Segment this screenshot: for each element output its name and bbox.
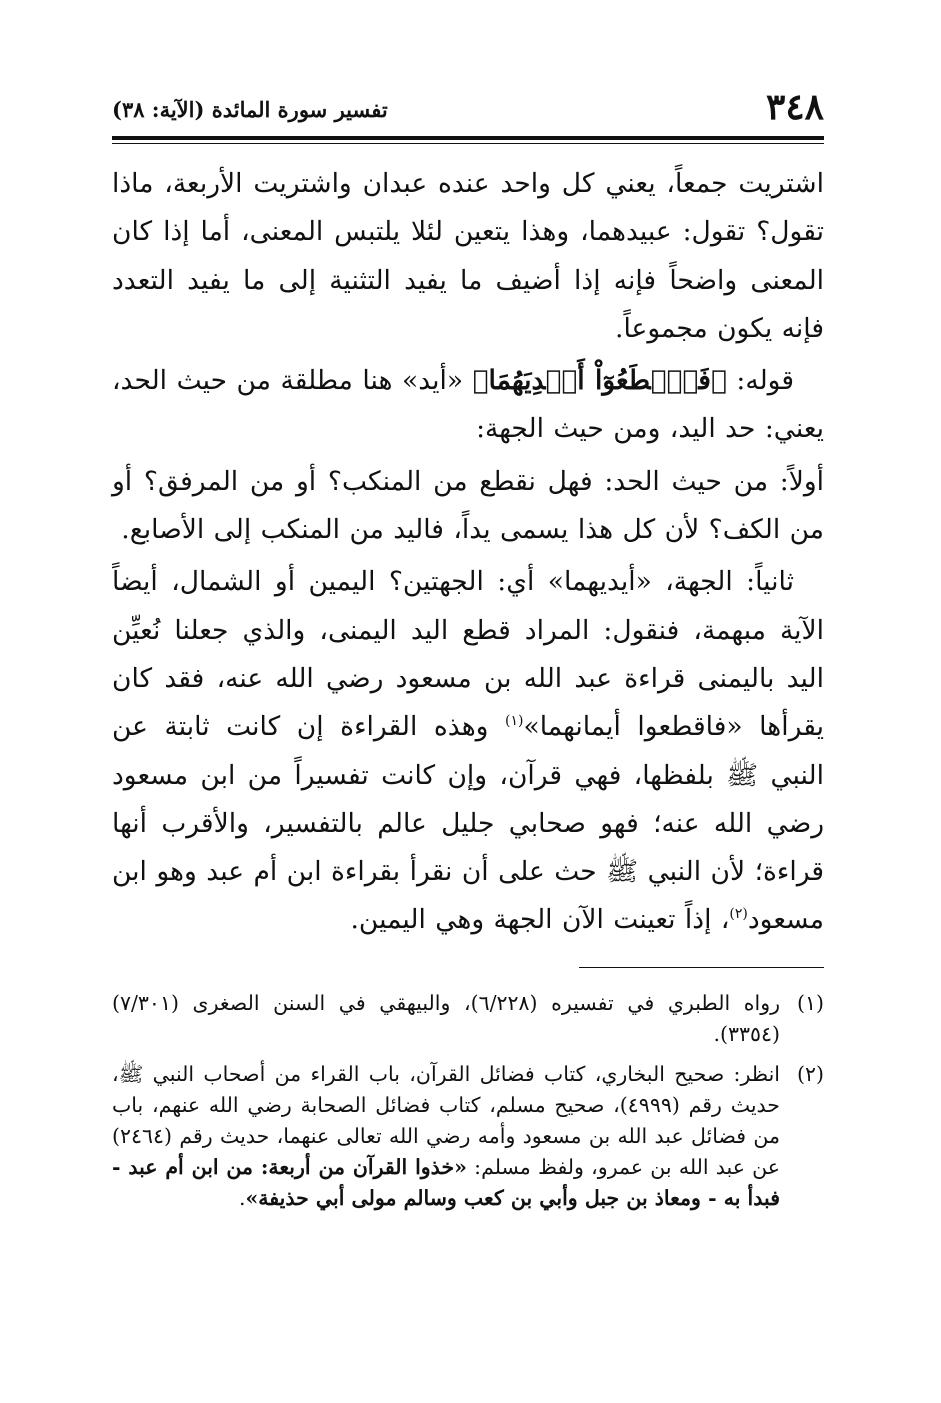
page-header [112, 86, 824, 132]
paragraph-4-part-c: ، إذاً تعينت الآن الجهة وهي اليمين. [350, 904, 730, 936]
footnote-2 [112, 1059, 824, 1213]
book-page [112, 86, 824, 1223]
footnote-1 [112, 988, 824, 1050]
paragraph-2 [112, 357, 824, 454]
paragraph-3: أولاً: من حيث الحد: فهل نقطع من المنكب؟ أو من المرفق؟ أو من الكف؟ لأن كل هذا يسمى يداً، فاليد من المنكب إلى الأصابع. [112, 465, 824, 546]
footnote-ref-1: (١) [505, 713, 524, 730]
footnote-separator [579, 967, 824, 968]
running-title: تفسير سورة المائدة (الآية: ٣٨) [112, 97, 388, 122]
quran-quote: ﴿فَٱقۡطَعُوٓاْ أَيۡدِيَهُمَا﴾ [472, 365, 727, 397]
footnotes [112, 988, 824, 1214]
page-number: ٣٤٨ [765, 86, 824, 128]
paragraph-4-part-a: ثانياً: الجهة، «أيديهما» أي: الجهتين؟ اليمين أو الشمال، أيضاً الآية مبهمة، فنقول: المراد قطع اليد اليمنى، والذي جعلنا نُعيِّن اليد باليمنى قراءة عبد الله بن مسعود رضي الله عنه، فقد كان يقرأها «فاقطعوا أيمانهما» [112, 566, 824, 743]
paragraph-2-lead: قوله: [726, 365, 794, 397]
footnote-text: رواه الطبري في تفسيره (٦/٢٢٨)، والبيهقي في السنن الصغرى (٧/٣٠١) (٣٣٥٤). [112, 990, 780, 1046]
paragraph-2-rest: «أيد» هنا مطلقة من حيث الحد، يعني: حد اليد، ومن حيث الجهة: [112, 365, 824, 445]
paragraph-4 [112, 558, 824, 944]
footnote-ref-2: (٢) [729, 906, 748, 923]
footnote-number: (٢) [796, 1062, 824, 1087]
paragraph-4-part-b: وهذه القراءة إن كانت ثابتة عن النبي ﷺ بلفظها، فهي قرآن، وإن كانت تفسيراً من ابن مسعود رضي الله عنه؛ فهو صحابي جليل عالم بالتفسير، والأقرب أنها قراءة؛ لأن النبي ﷺ حث على أن نقرأ بقراءة ابن أم عبد وهو ابن مسعود [112, 711, 824, 936]
header-rule-thick [112, 136, 824, 140]
header-rule-thin [112, 143, 824, 144]
main-text [112, 160, 824, 945]
footnote-text: انظر: صحيح البخاري، كتاب فضائل القرآن، باب القراء من أصحاب النبي ﷺ، حديث رقم (٤٩٩٩)، صحيح مسلم، كتاب فضائل الصحابة رضي الله عنهم، باب من فضائل عبد الله بن مسعود وأمه رضي الله تعالى عنهما، حديث رقم (٢٤٦٤) عن عبد الله بن عمرو، ولفظ مسلم: [112, 1062, 781, 1179]
hadith-quote: «خذوا القرآن من أربعة: من ابن أم عبد - فبدأ به - ومعاذ بن جبل وأبي بن كعب وسالم مولى أبي حذيفة» [112, 1154, 780, 1210]
paragraph-1: اشتريت جمعاً، يعني كل واحد عنده عبدان واشتريت الأربعة، ماذا تقول؟ تقول: عبيدهما، وهذا يتعين لئلا يلتبس المعنى، أما إذا كان المعنى واضحاً فإنه إذا أضيف ما يفيد التثنية إلى ما يفيد التعدد فإنه يكون مجموعاً. [112, 168, 824, 344]
footnote-number: (١) [796, 990, 824, 1015]
footnote-end: . [238, 1185, 246, 1210]
